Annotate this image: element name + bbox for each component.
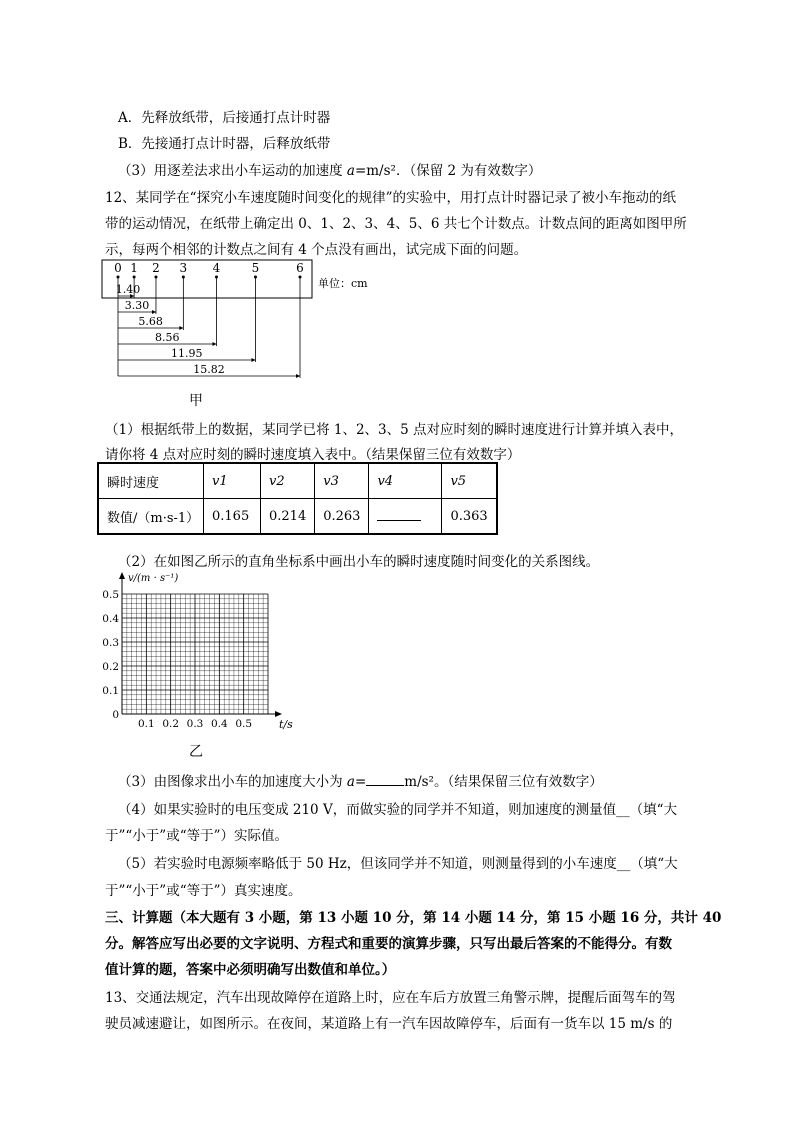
- figure-caption-yi: 乙: [189, 744, 203, 760]
- x-tick-label: 0.2: [162, 718, 180, 730]
- tape-point-label: 0: [114, 261, 122, 275]
- q11-part3-mid: m/s²．（保留 2 为有效数字）: [366, 163, 542, 179]
- value-v3: 0.263: [315, 499, 369, 535]
- p1-line1: （1）根据纸带上的数据，某同学已将 1、2、3、5 点对应时刻的瞬时速度进行计算并填入表中，: [105, 422, 684, 438]
- velocity-table: [97, 462, 498, 535]
- graph-y-label: v/(m · s⁻¹): [128, 573, 179, 584]
- x-tick-label: 0.5: [235, 718, 253, 730]
- p2-text: （2）在如图乙所示的直角坐标系中画出小车的瞬时速度随时间变化的关系图线。: [118, 554, 600, 570]
- accel-symbol: a: [346, 774, 355, 790]
- p5-line1: （5）若实验时电源频率略低于 50 Hz，但该同学并不知道，则测量得到的小车速度__（填“大: [118, 856, 678, 872]
- section3-line1: 三、计算题（本大题有 3 小题，第 13 小题 10 分，第 14 小题 14 分，第 15 小题 16 分，共计 40: [105, 910, 722, 926]
- graph-x-ticks: [138, 718, 252, 730]
- tape-point-label: 3: [179, 261, 188, 275]
- tape-point-label: 5: [251, 261, 260, 275]
- arrow-head: [179, 326, 183, 330]
- p3-pre: （3）由图像求出小车的加速度大小为: [118, 774, 347, 790]
- q13-line1: 13、交通法规定，汽车出现故障停在道路上时，应在车后方放置三角警示牌，提醒后面驾车的驾: [105, 990, 676, 1006]
- tape-point-label: 2: [152, 261, 160, 275]
- value-v5: 0.363: [442, 499, 497, 535]
- accel-symbol: a: [342, 163, 355, 179]
- dimension-label: 3.30: [124, 299, 150, 312]
- q11-part3-pre: （3）用逐差法求出小车运动的加速度: [118, 163, 343, 179]
- y-axis-arrow: [119, 572, 125, 579]
- x-tick-label: 0.1: [137, 718, 155, 730]
- section3-line2: 分。解答应写出必要的文字说明、方程式和重要的演算步骤，只写出最后答案的不能得分。有数: [105, 936, 672, 952]
- tape-unit: 单位：cm: [318, 277, 368, 290]
- arrow-head: [212, 342, 216, 346]
- graph-y-ticks: [102, 589, 119, 721]
- section3-line3: 值计算的题，答案中必须明确写出数值和单位。）: [105, 962, 396, 978]
- header-v3: v3: [315, 463, 369, 499]
- y-tick-label: 0: [112, 709, 119, 721]
- header-v5: v5: [442, 463, 497, 499]
- value-v4-blank[interactable]: [369, 499, 442, 535]
- p4-line2: 于”“小于”或“等于”）实际值。: [105, 828, 289, 844]
- y-tick-label: 0.2: [102, 661, 119, 673]
- header-v1: v1: [204, 463, 261, 499]
- p1-line2: 请你将 4 点对应时刻的瞬时速度填入表中。（结果保留三位有效数字）: [105, 447, 521, 463]
- graph-grid: [119, 572, 282, 717]
- y-tick-label: 0.5: [102, 589, 119, 601]
- y-tick-label: 0.4: [102, 613, 119, 625]
- row-label-value: 数值/（m·s-1）: [98, 499, 204, 535]
- x-tick-label: 0.3: [186, 718, 204, 730]
- y-tick-label: 0.1: [102, 685, 119, 697]
- q13-line2: 驶员减速避让，如图所示。在夜间，某道路上有一汽车因故障停车，后面有一货车以 15 m/s 的: [105, 1016, 673, 1032]
- tape-dimensions: [116, 278, 300, 378]
- value-v2: 0.214: [261, 499, 315, 535]
- header-v2: v2: [261, 463, 315, 499]
- dimension-label: 11.95: [170, 347, 203, 360]
- arrow-head: [152, 310, 156, 314]
- dimension-label: 1.40: [115, 283, 141, 296]
- dimension-label: 8.56: [154, 331, 180, 344]
- q12-line3: 示，每两个相邻的计数点之间有 4 个点没有画出，试完成下面的问题。: [105, 242, 528, 258]
- arrow-head: [296, 374, 300, 378]
- p5-line2: 于”“小于”或“等于”）真实速度。: [105, 883, 302, 899]
- p3-text: （3）由图像求出小车的加速度大小为 a= m/s²。（结果保留三位有效数字）: [118, 774, 603, 790]
- tape-point-label: 4: [212, 261, 221, 275]
- arrow-head: [251, 358, 255, 362]
- row-label-velocity: 瞬时速度: [98, 463, 204, 499]
- dimension-label: 5.68: [138, 315, 163, 328]
- figure-caption-jia: 甲: [189, 393, 203, 409]
- q11-part3: （3）用逐差法求出小车运动的加速度 a=m/s²．（保留 2 为有效数字）: [118, 163, 542, 179]
- option-b: B．先接通打点计时器，后释放纸带: [118, 136, 331, 152]
- x-tick-label: 0.4: [210, 718, 228, 730]
- x-axis-arrow: [275, 711, 282, 717]
- value-v1: 0.165: [204, 499, 261, 535]
- option-a: A．先释放纸带，后接通打点计时器: [118, 110, 331, 126]
- y-tick-label: 0.3: [102, 637, 119, 649]
- table-row: [98, 463, 497, 499]
- tape-point-label: 1: [130, 261, 138, 275]
- velocity-time-graph: [98, 570, 308, 730]
- header-v4: v4: [369, 463, 442, 499]
- p3-answer-blank[interactable]: [366, 773, 404, 786]
- tape-figure: [96, 258, 396, 408]
- p4-line1: （4）如果实验时的电压变成 210 V，而做实验的同学并不知道，则加速度的测量值__（填“大: [118, 802, 678, 818]
- graph-x-label: t/s: [279, 718, 293, 730]
- dimension-label: 15.82: [193, 363, 225, 376]
- q12-line1: 12、某同学在“探究小车速度随时间变化的规律”的实验中，用打点计时器记录了被小车拖动的纸: [105, 190, 676, 206]
- tape-point-label: 6: [296, 261, 304, 275]
- p3-mid: m/s²。（结果保留三位有效数字）: [404, 774, 603, 790]
- tape-points: [114, 261, 304, 279]
- table-row: [98, 499, 497, 535]
- q12-line2: 带的运动情况，在纸带上确定出 0、1、2、3、4、5、6 共七个计数点。计数点间的距离如图甲所: [105, 216, 687, 232]
